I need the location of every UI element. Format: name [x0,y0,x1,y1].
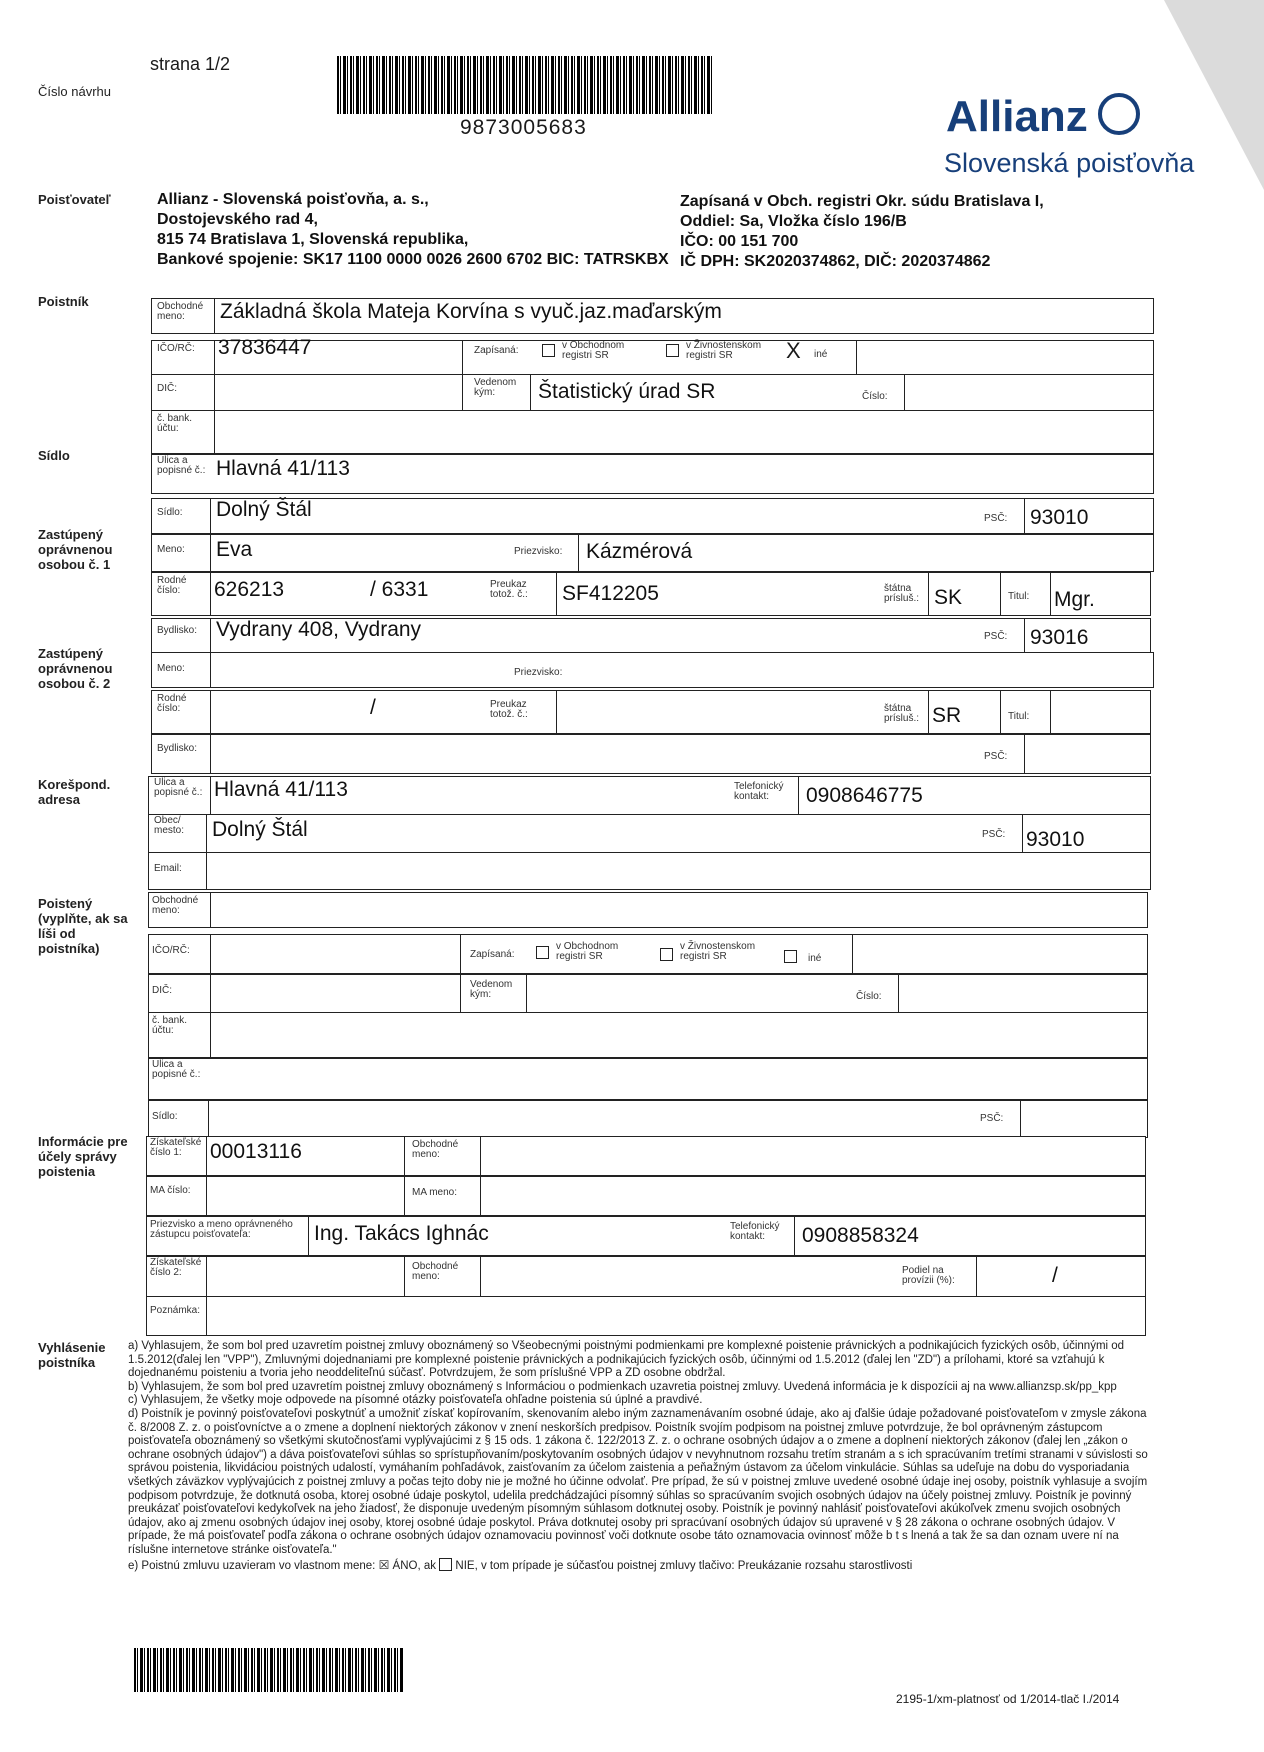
insured-ico-label: IČO/RČ: [152,945,190,956]
seat-label: Sídlo [38,448,70,463]
acq2-row [146,1256,1146,1298]
rep1-id-label: Preukaz totož. č.: [490,579,528,600]
rep1-label: Zastúpený oprávnenou osobou č. 1 [38,527,113,572]
rep1-birth-value-b[interactable]: / 6331 [370,578,429,601]
trade-register-checkbox[interactable] [542,344,555,357]
divider [210,498,211,534]
insured-kept-by-label: Vedenom kým: [470,979,513,1000]
kept-by-label: Vedenom kým: [474,377,517,398]
bottom-barcode [134,1648,404,1692]
corr-phone-value[interactable]: 0908646775 [806,784,923,807]
corr-phone-label: Telefonický kontakt: [734,781,784,802]
insured-other-checkbox[interactable] [784,950,797,963]
number-label: Číslo: [862,391,888,402]
no-checkbox[interactable] [439,1558,452,1571]
seat-psc-label: PSČ: [984,513,1008,524]
insured-trade-checkbox[interactable] [536,946,549,959]
divider [214,374,215,412]
divider [852,934,853,974]
barcode-number: 9873005683 [460,116,587,139]
insured-registered-label: Zapísaná: [470,949,515,960]
divider [462,340,463,376]
divider [460,934,461,974]
commission-value[interactable]: / [1052,1264,1058,1287]
rep2-surname-label: Priezvisko: [514,667,563,678]
brand-name: Allianz [946,92,1088,141]
rep1-surname-value[interactable]: Kázmérová [586,540,693,563]
divider [210,618,211,656]
ma-number-label: MA číslo: [150,1185,191,1196]
registered-label: Zapísaná: [474,345,519,356]
divider [530,374,531,412]
declaration-e [128,1558,1148,1574]
rep2-birth-slash[interactable]: / [370,696,376,719]
commission-label: Podiel na provízii (%): [902,1265,955,1286]
divider [976,1256,977,1298]
rep1-title-value[interactable]: Mgr. [1054,588,1095,611]
insurer-line: Bankové spojenie: SK17 1100 0000 0026 2600 6702 BIC: TATRSKBX [157,251,669,268]
insured-street-row [148,1058,1148,1100]
divider [462,374,463,412]
insured-seat-label: Sídlo: [152,1111,178,1122]
corr-psc-value[interactable]: 93010 [1026,828,1085,851]
divider [1022,814,1023,854]
yes-label: ÁNO, [392,1559,421,1572]
ico-label: IČO/RČ: [157,343,195,354]
declaration-label: Vyhlásenie poistníka [38,1340,106,1370]
divider [1020,1100,1021,1138]
insured-business-label: v Živnostenskom registri SR [680,941,756,962]
email-row [148,852,1151,890]
other-register-label: iné [814,349,828,360]
top-barcode [337,56,712,114]
divider [404,1176,405,1216]
insurer-address [157,190,669,270]
seat-field-label: Sídlo: [157,507,183,518]
divider [206,1176,207,1216]
divider [214,410,215,454]
agent-phone-label: Telefonický kontakt: [730,1221,780,1242]
divider [210,734,211,774]
divider [798,776,799,816]
insured-number-label: Číslo: [856,991,882,1002]
agent-label: Priezvisko a meno oprávneného zástupcu poisťovateľa: [150,1219,293,1240]
insured-dic-row [148,974,1148,1014]
declaration-b: b) Vyhlasujem, že som bol pred uzavretím poistnej zmluvy oboznámený s Informáciou o podmienkach uzavretia poistnej zmluvy. Uvedená informácia je k dispozícii aj na www.allianzsp.sk/pp_kpp [128,1380,1117,1393]
declaration-text [128,1340,1148,1573]
divider [214,340,215,376]
acq2-label: Získateľské číslo 2: [150,1257,202,1278]
divider [898,974,899,1014]
business-register-checkbox[interactable] [666,344,679,357]
divider [210,572,211,616]
divider [210,974,211,1014]
rep2-label: Zastúpený oprávnenou osobou č. 2 [38,646,113,691]
divider [1050,572,1051,616]
insured-bank-label: č. bank. účtu: [152,1015,188,1036]
note-row [146,1296,1146,1336]
rep2-psc-label: PSČ: [984,751,1008,762]
divider [480,1256,481,1298]
note-label: Poznámka: [150,1305,201,1316]
ico-value[interactable]: 37836447 [218,336,312,359]
insured-ico-row [148,934,1148,974]
insured-dic-label: DIČ: [152,985,172,996]
divider [928,572,929,616]
rep2-birth-row [151,690,1151,734]
divider [206,814,207,854]
rep2-birth-label: Rodné číslo: [157,693,187,714]
insurer-label: Poisťovateľ [38,192,111,207]
rep1-nat-label: štátna prísluš.: [884,583,920,604]
rep1-residence-label: Bydlisko: [157,625,198,636]
insured-trade-label: v Obchodnom registri SR [556,941,619,962]
insurer-line: Allianz - Slovenská poisťovňa, a. s., [157,191,429,208]
brand-subtitle: Slovenská poisťovňa [944,148,1195,178]
divider [1024,618,1025,656]
declaration-e-mid: ak [423,1559,437,1572]
rep2-title-label: Titul: [1008,711,1030,722]
ma-row [146,1176,1146,1216]
insured-bank-row [148,1012,1148,1058]
divider [210,690,211,734]
divider [206,1256,207,1298]
rep2-nat-label: štátna prísluš.: [884,703,920,724]
divider [480,1136,481,1176]
acq1-company-label: Obchodné meno: [412,1139,459,1160]
allianz-eagle-icon [1098,93,1140,135]
trade-register-label: v Obchodnom registri SR [562,340,625,361]
insured-company-label: Obchodné meno: [152,895,199,916]
company-label: Obchodné meno: [157,301,204,322]
yes-checkbox[interactable]: ☒ [378,1557,390,1572]
insurer-registry [680,192,1044,272]
dic-label: DIČ: [157,383,177,394]
registry-line: Zapísaná v Obch. registri Okr. súdu Bratislava I, [680,193,1044,210]
corr-street-label: Ulica a popisné č.: [154,777,203,798]
corr-psc-label: PSČ: [982,829,1006,840]
kept-by-value[interactable]: Štatistický úrad SR [538,380,716,403]
form-code: 2195-1/xm-platnosť od 1/2014-tlač I./2014 [896,1692,1120,1706]
company-value[interactable]: Základná škola Mateja Korvína s vyuč.jaz.maďarským [220,300,722,323]
divider [206,1296,207,1336]
divider [404,1256,405,1298]
policyholder-label: Poistník [38,294,89,309]
declaration-a: a) Vyhlasujem, že som bol pred uzavretím poistnej zmluvy oboznámený so Všeobecnými poistnými podmienkami pre komplexné poistenie právnických a podnikajúcich fyzických osôb, účinnými od 1.5.2012(ďalej len "VPP"), Zmluvnými dojednaniami pre komplexné poistenie právnických a podnikajúcich fyzických osôb, účinnými od 1.5.2012 (ďalej len "ZD") a prílohami, ktoré sa vzťahujú k dojednanému poisteniu a tvoria jeho neoddeliteľnú súčasť. Potvrdzujem, že som príslušné VPP a ZD osobne obdržal. [128,1340,1125,1380]
divider [1050,690,1051,734]
divider [308,1216,309,1256]
corr-town-label: Obec/ mesto: [154,815,185,836]
divider [556,690,557,734]
divider [404,1136,405,1176]
street-value[interactable]: Hlavná 41/113 [216,457,350,480]
divider [206,852,207,890]
business-register-label: v Živnostenskom registri SR [686,340,762,361]
page-indicator: strana 1/2 [150,54,231,74]
rep2-nat-value[interactable]: SR [932,704,962,727]
corr-town-value[interactable]: Dolný Štál [212,818,308,841]
divider [904,374,905,412]
rep1-nat-value[interactable]: SK [934,586,963,609]
rep1-residence-value[interactable]: Vydrany 408, Vydrany [216,618,422,641]
rep1-birth-value-a[interactable]: 626213 [214,578,285,601]
acq2-company-label: Obchodné meno: [412,1261,459,1282]
proposal-number-label: Číslo návrhu [38,84,111,99]
rep1-name-value[interactable]: Eva [216,538,253,561]
declaration-c: c) Vyhlasujem, že všetky moje odpovede na písomné otázky poisťovateľa ohľadne poistenia sú úplné a pravdivé. [128,1394,703,1407]
rep1-surname-label: Priezvisko: [514,546,563,557]
insured-street-label: Ulica a popisné č.: [152,1059,201,1080]
rep1-psc-value[interactable]: 93016 [1030,626,1089,649]
rep1-name-label: Meno: [157,544,185,555]
info-label: Informácie pre účely správy poistenia [38,1134,128,1179]
corr-street-value[interactable]: Hlavná 41/113 [214,778,348,801]
divider [460,974,461,1014]
agent-phone-value[interactable]: 0908858324 [802,1224,919,1247]
rep2-residence-label: Bydlisko: [157,743,198,754]
insurer-line: Dostojevského rad 4, [157,211,318,228]
divider [1024,498,1025,534]
divider [556,572,557,616]
rep1-id-value[interactable]: SF412205 [562,582,659,605]
divider [578,534,579,572]
bank-row [151,410,1154,454]
rep1-birth-label: Rodné číslo: [157,575,187,596]
divider [1024,734,1025,774]
divider [210,1012,211,1058]
divider [794,1216,795,1256]
ma-name-label: MA meno: [412,1187,458,1198]
divider [206,1136,207,1176]
insured-label: Poistený (vyplňte, ak sa líši od poistníka) [38,896,128,956]
insured-company-row [148,892,1148,928]
divider [928,690,929,734]
agent-value[interactable]: Ing. Takács Ighnác [314,1222,489,1245]
declaration-e-text: e) Poistnú zmluvu uzavieram vo vlastnom mene: [128,1559,376,1572]
no-label: NIE, v tom prípade je súčasťou poistnej zmluvy tlačivo: Preukázanie rozsahu starostlivosti [455,1559,913,1572]
divider [480,1176,481,1216]
divider [210,534,211,572]
divider [214,298,215,334]
bank-label: č. bank. účtu: [157,413,193,434]
divider [210,652,211,688]
acq1-label: Získateľské číslo 1: [150,1137,202,1158]
divider [208,1100,209,1138]
divider [856,340,857,376]
divider [526,974,527,1014]
acq1-value[interactable]: 00013116 [210,1140,302,1163]
declaration-d: d) Poistník je povinný poisťovateľovi poskytnúť a umožniť získať kopírovaním, skenovaním alebo iným zaznamenávaním osobné údaje, ako aj ďalšie údaje požadované poisťovateľom v zmysle zákona č. 8/2008 Z. z. o poisťovníctve a o zmene a doplnení niektorých zákonov v znení neskorších predpisov. Poistník svojím podpisom na poistnej zmluve potvrdzuje, že bol oprávneným zástupcom poisťovateľa oboznámený so všetkými skutočnosťami vyplývajúcimi z § 15 ods. 1 zákona č. 122/2013 Z. z. o ochrane osobných údajov a o zmene a doplnení niektorých zákonov (ďalej len „zákon o ochrane osobných údajov") a dáva poisťovateľovi súhlas so sprístupňovaním/poskytovaním osobných údajov v nevyhnutnom rozsahu tretím stranám a s ich spracúvaním tretími stranami v súvislosti so správou poistenia, likvidáciou poistných udalostí, vymáhaním pohľadávok, zaisťovaním za účelom zaistenia a peňažným ústavom za účelom vinkulácie. Súhlas sa udeľuje na dobu do vysporiadania všetkých záväzkov vyplývajúcich z poistnej zmluvy a počas tejto doby nie je možné ho účinne odvolať. Pre prípad, že sú v poistnej zmluve uvedené osobné údaje inej osoby, poistník vyhlasuje a svojím podpisom potvrdzuje, že dotknutá osoba, ktorej osobné údaje poskytol, udelila predchádzajúci písomný súhlas so spracúvaním svojich osobných údajov na účely poistnej zmluvy. Poistník je povinný preukázať poisťovateľovi kedykoľvek na jeho žiadosť, že disponuje uvedeným písomným súhlasom dotknutej osoby. Poistník je povinný nahlásiť poisťovateľovi akúkoľvek zmenu svojich osobných údajov, ako aj zmenu osobných údajov inej osoby, ktorej osobné údaje poskytol. Práva dotknutej osoby pri spracúvaní osobných údajov sú upravené v § 28 zákona o ochrane osobných údajov. V prípade, že má poisťovateľ podľa zákona o ochrane osobných údajov oznamovaciu povinnosť voči dotknute osobe táto oznamovacia ovinnosť môže b t s lnená a tak že sa dan oznam uvere ní na ríslušne internetove stránke oisťovateľa." [128,1407,1148,1556]
divider [210,892,211,928]
divider [210,934,211,974]
insured-other-label: iné [808,953,822,964]
insurer-line: 815 74 Bratislava 1, Slovenská republika, [157,231,469,248]
insured-psc-label: PSČ: [980,1113,1004,1124]
rep1-title-label: Titul: [1008,591,1030,602]
rep2-name-row [151,652,1154,688]
registry-line: IČO: 00 151 700 [680,233,799,250]
street-label: Ulica a popisné č.: [157,455,206,476]
rep2-name-label: Meno: [157,663,185,674]
divider [210,776,211,816]
rep1-psc-label: PSČ: [984,631,1008,642]
rep2-id-label: Preukaz totož. č.: [490,699,528,720]
brand-logo [946,92,1140,142]
divider [1000,690,1001,734]
seat-value[interactable]: Dolný Štál [216,498,312,521]
other-register-checkbox[interactable]: X [786,338,801,363]
seat-psc-value[interactable]: 93010 [1030,506,1089,529]
divider [1000,572,1001,616]
registry-line: IČ DPH: SK2020374862, DIČ: 2020374862 [680,253,991,270]
insured-business-checkbox[interactable] [660,948,673,961]
correspondence-label: Korešpond. adresa [38,777,111,807]
email-label: Email: [154,863,182,874]
registry-line: Oddiel: Sa, Vložka číslo 196/B [680,213,907,230]
